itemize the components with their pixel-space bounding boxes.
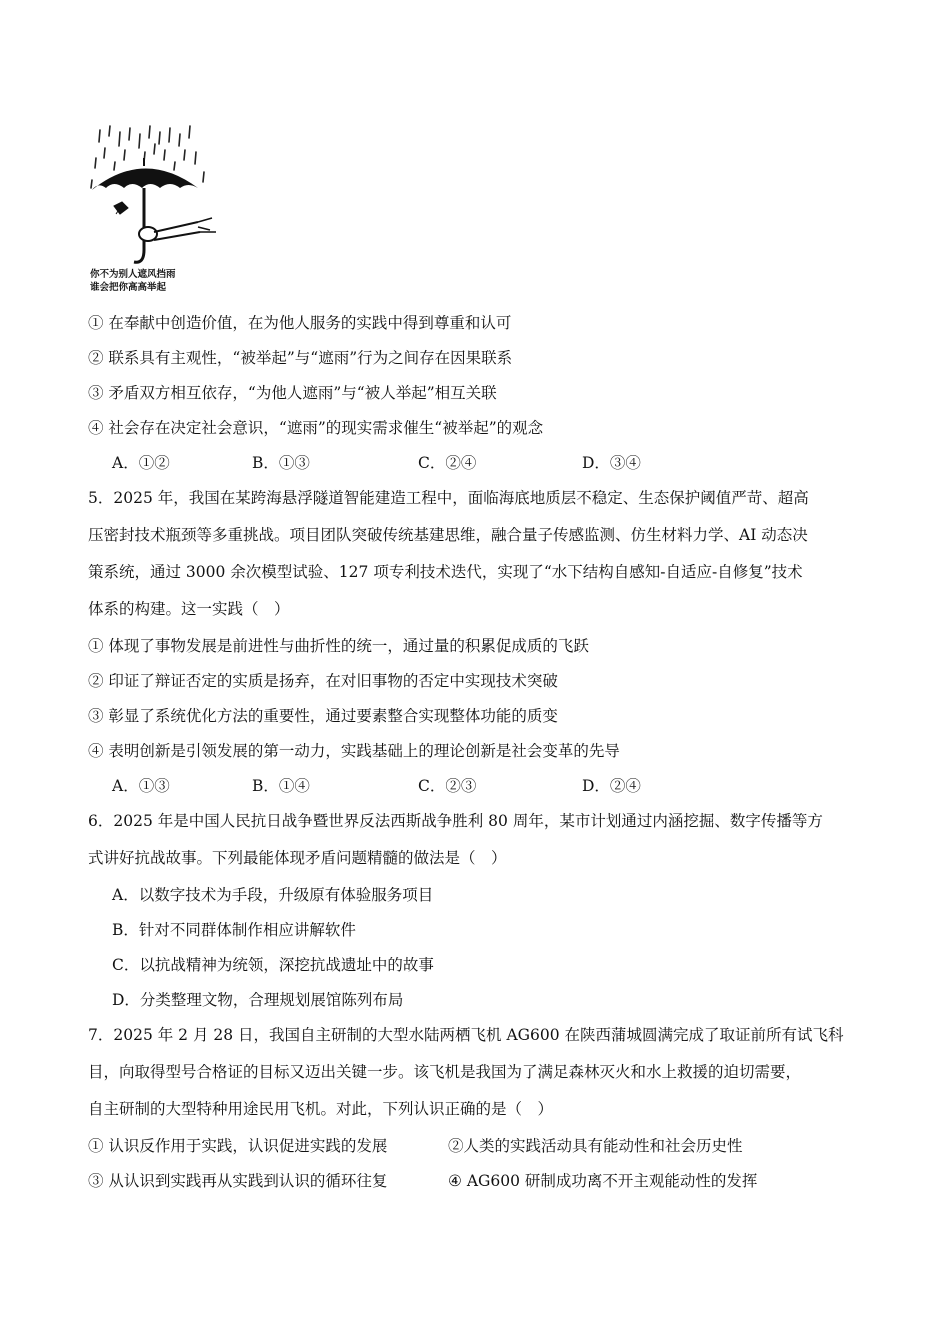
q4-option-b[interactable]: B．①③ xyxy=(252,454,310,472)
q5-item-1: ① 体现了事物发展是前进性与曲折性的统一，通过量的积累促成质的飞跃 xyxy=(88,637,589,655)
figure-caption-2: 谁会把你高高举起 xyxy=(90,282,167,293)
q6-stem-2: 式讲好抗战故事。下列最能体现矛盾问题精髓的做法是（ ） xyxy=(88,849,507,867)
q5-options xyxy=(112,776,812,796)
q5-stem-4: 体系的构建。这一实践（ ） xyxy=(88,600,290,618)
q5-stem-1: 5．2025 年，我国在某跨海悬浮隧道智能建造工程中，面临海底地质层不稳定、生态保护阈值严苛、超高 xyxy=(88,489,809,507)
q6-option-c[interactable]: C．以抗战精神为统领，深挖抗战遗址中的故事 xyxy=(112,956,434,974)
figure-caption-1: 你不为别人遮风挡雨 xyxy=(90,269,176,280)
q7-item-1: ① 认识反作用于实践，认识促进实践的发展 xyxy=(88,1137,388,1155)
q5-item-3: ③ 彰显了系统优化方法的重要性，通过要素整合实现整体功能的质变 xyxy=(88,707,558,725)
q6-option-d[interactable]: D．分类整理文物，合理规划展馆陈列布局 xyxy=(112,991,404,1009)
q7-stem-2: 目，向取得型号合格证的目标又迈出关键一步。该飞机是我国为了满足森林灭火和水上救援的迫切需要， xyxy=(88,1063,802,1081)
q7-stem-1: 7．2025 年 2 月 28 日，我国自主研制的大型水陆两栖飞机 AG600 在陕西蒲城圆满完成了取证前所有试飞科 xyxy=(88,1026,844,1044)
q5-item-2: ② 印证了辩证否定的实质是扬弃，在对旧事物的否定中实现技术突破 xyxy=(88,672,558,690)
q6-option-b[interactable]: B．针对不同群体制作相应讲解软件 xyxy=(112,921,356,939)
q5-option-d[interactable]: D．②④ xyxy=(582,777,641,795)
q4-item-4: ④ 社会存在决定社会意识，“遮雨”的现实需求催生“被举起”的观念 xyxy=(88,419,544,437)
q6-option-a[interactable]: A．以数字技术为手段，升级原有体验服务项目 xyxy=(112,886,434,904)
q4-item-1: ① 在奉献中创造价值，在为他人服务的实践中得到尊重和认可 xyxy=(88,314,512,332)
q7-item-4: ④ AG600 研制成功离不开主观能动性的发挥 xyxy=(448,1172,758,1190)
q5-item-4: ④ 表明创新是引领发展的第一动力，实践基础上的理论创新是社会变革的先导 xyxy=(88,742,620,760)
q4-item-2: ② 联系具有主观性，“被举起”与“遮雨”行为之间存在因果联系 xyxy=(88,349,513,367)
q7-stem-3: 自主研制的大型特种用途民用飞机。对此，下列认识正确的是（ ） xyxy=(88,1100,554,1118)
q4-options xyxy=(112,453,812,473)
q4-item-3: ③ 矛盾双方相互依存，“为他人遮雨”与“被人举起”相互关联 xyxy=(88,384,497,402)
q7-item-2: ②人类的实践活动具有能动性和社会历史性 xyxy=(448,1137,743,1155)
q5-option-c[interactable]: C．②③ xyxy=(418,777,477,795)
q6-stem-1: 6．2025 年是中国人民抗日战争暨世界反法西斯战争胜利 80 周年，某市计划通过内涵挖掘、数字传播等方 xyxy=(88,812,823,830)
q4-option-c[interactable]: C．②④ xyxy=(418,454,477,472)
q7-item-3: ③ 从认识到实践再从实践到认识的循环往复 xyxy=(88,1172,388,1190)
q4-option-d[interactable]: D．③④ xyxy=(582,454,641,472)
q5-option-b[interactable]: B．①④ xyxy=(252,777,310,795)
q5-stem-2: 压密封技术瓶颈等多重挑战。项目团队突破传统基建思维，融合量子传感监测、仿生材料力学、AI 动态决 xyxy=(88,526,808,544)
q5-stem-3: 策系统，通过 3000 余次模型试验、127 项专利技术迭代，实现了“水下结构自感知-自适应-自修复”技术 xyxy=(88,563,803,581)
q4-option-a[interactable]: A．①② xyxy=(112,454,170,472)
q5-option-a[interactable]: A．①③ xyxy=(112,777,170,795)
